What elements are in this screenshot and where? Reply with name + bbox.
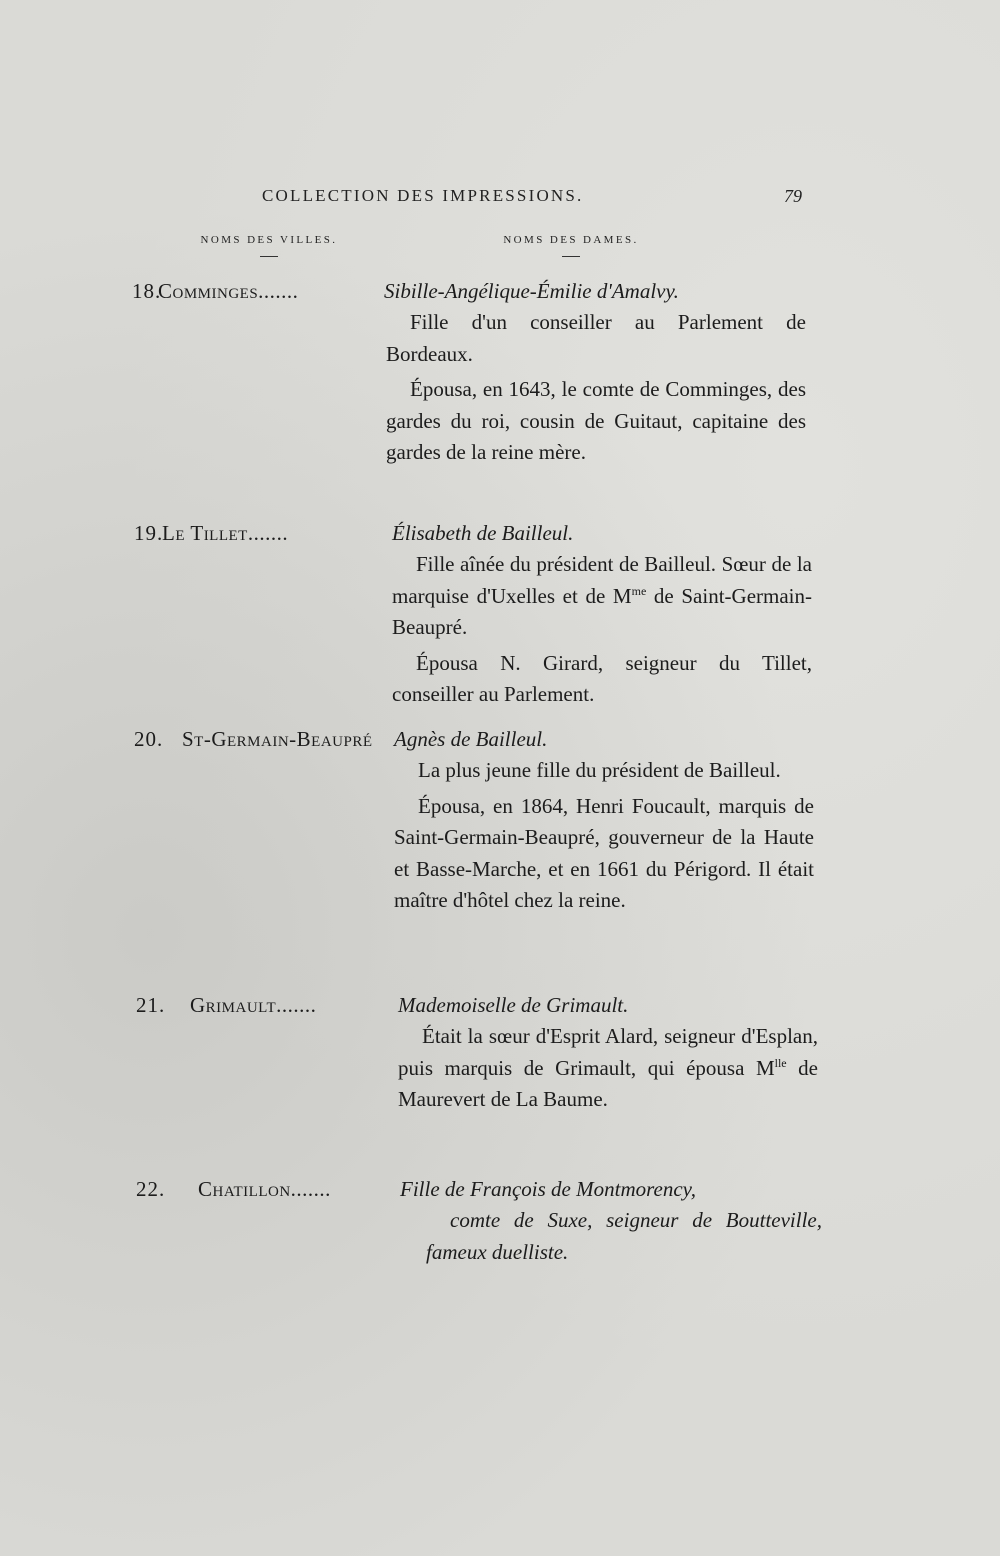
entry-ville: Chatillon....... <box>198 1177 331 1201</box>
entry-dame: Fille de François de Montmorency, <box>400 1177 697 1201</box>
column-heading-dames-label: NOMS DES DAMES. <box>503 234 639 246</box>
entry-paragraph-text: Fille aînée du président de Bailleul. Sœur de la marquise d'Uxelles et de M <box>392 552 812 608</box>
column-heading-villes-label: NOMS DES VILLES. <box>200 234 338 246</box>
entry-paragraph: Épousa, en 1643, le comte de Comminges, des gardes du roi, cousin de Guitaut, capitaine des gardes de la reine mère. <box>386 377 806 464</box>
entry-continuation <box>426 1205 822 1268</box>
running-head <box>0 186 1000 210</box>
entry-ville: Grimault....... <box>190 993 317 1017</box>
column-heading-villes-rule <box>260 256 278 257</box>
entry-paragraph: Épousa, en 1864, Henri Foucault, marquis de Saint-Germain-Beaupré, gouverneur de la Haute et Basse-Marche, et en 1661 du Périgord. Il était maître d'hôtel chez la reine. <box>394 793 814 912</box>
entry-body <box>392 549 812 711</box>
entry-number: 21. <box>136 993 166 1017</box>
entry-paragraph <box>398 1021 818 1116</box>
page-number: 79 <box>784 186 802 206</box>
running-title: COLLECTION DES IMPRESSIONS. <box>262 186 584 205</box>
entry-paragraph: Épousa N. Girard, seigneur du Tillet, conseiller au Parlement. <box>392 650 812 706</box>
entry-body <box>398 1021 818 1116</box>
entry-paragraph-text: Était la sœur d'Esprit Alard, seigneur d'Esplan, puis marquis de Grimault, qui épousa M <box>398 1024 818 1080</box>
entry-dame: Mademoiselle de Grimault. <box>398 993 629 1017</box>
entry-number: 18. <box>132 279 162 303</box>
entry-paragraph: Fille d'un conseiller au Parlement de Bordeaux. <box>386 310 806 366</box>
entry-dame: Élisabeth de Bailleul. <box>392 521 574 545</box>
entry-paragraph <box>392 549 812 644</box>
entry-paragraph-tail: de Saint-Germain-Beaupré. <box>392 583 812 639</box>
column-heading-dames-rule <box>562 256 580 257</box>
column-heading-dames <box>486 234 656 257</box>
entry-ville: Le Tillet....... <box>162 521 289 545</box>
entry-dame: Agnès de Bailleul. <box>394 727 548 751</box>
entry-paragraph-tail: de Maurevert de La Baume. <box>398 1055 819 1111</box>
entry-ville: Comminges....... <box>158 279 299 303</box>
entry-superscript: lle <box>774 1055 787 1070</box>
entry-number: 22. <box>136 1177 166 1201</box>
entry-dame: Sibille-Angélique-Émilie d'Amalvy. <box>384 279 679 303</box>
entry-number: 20. <box>134 727 164 751</box>
entry-ville: St-Germain-Beaupré <box>182 727 373 751</box>
entry-number: 19. <box>134 521 164 545</box>
entry-superscript: me <box>631 583 647 598</box>
entry-body <box>394 755 814 917</box>
entry-body <box>386 307 806 469</box>
column-heading-villes <box>184 234 354 257</box>
entry-continuation-text: comte de Suxe, seigneur de Boutteville, fameux duelliste. <box>426 1208 822 1264</box>
entry-paragraph: La plus jeune fille du président de Bailleul. <box>418 758 781 782</box>
